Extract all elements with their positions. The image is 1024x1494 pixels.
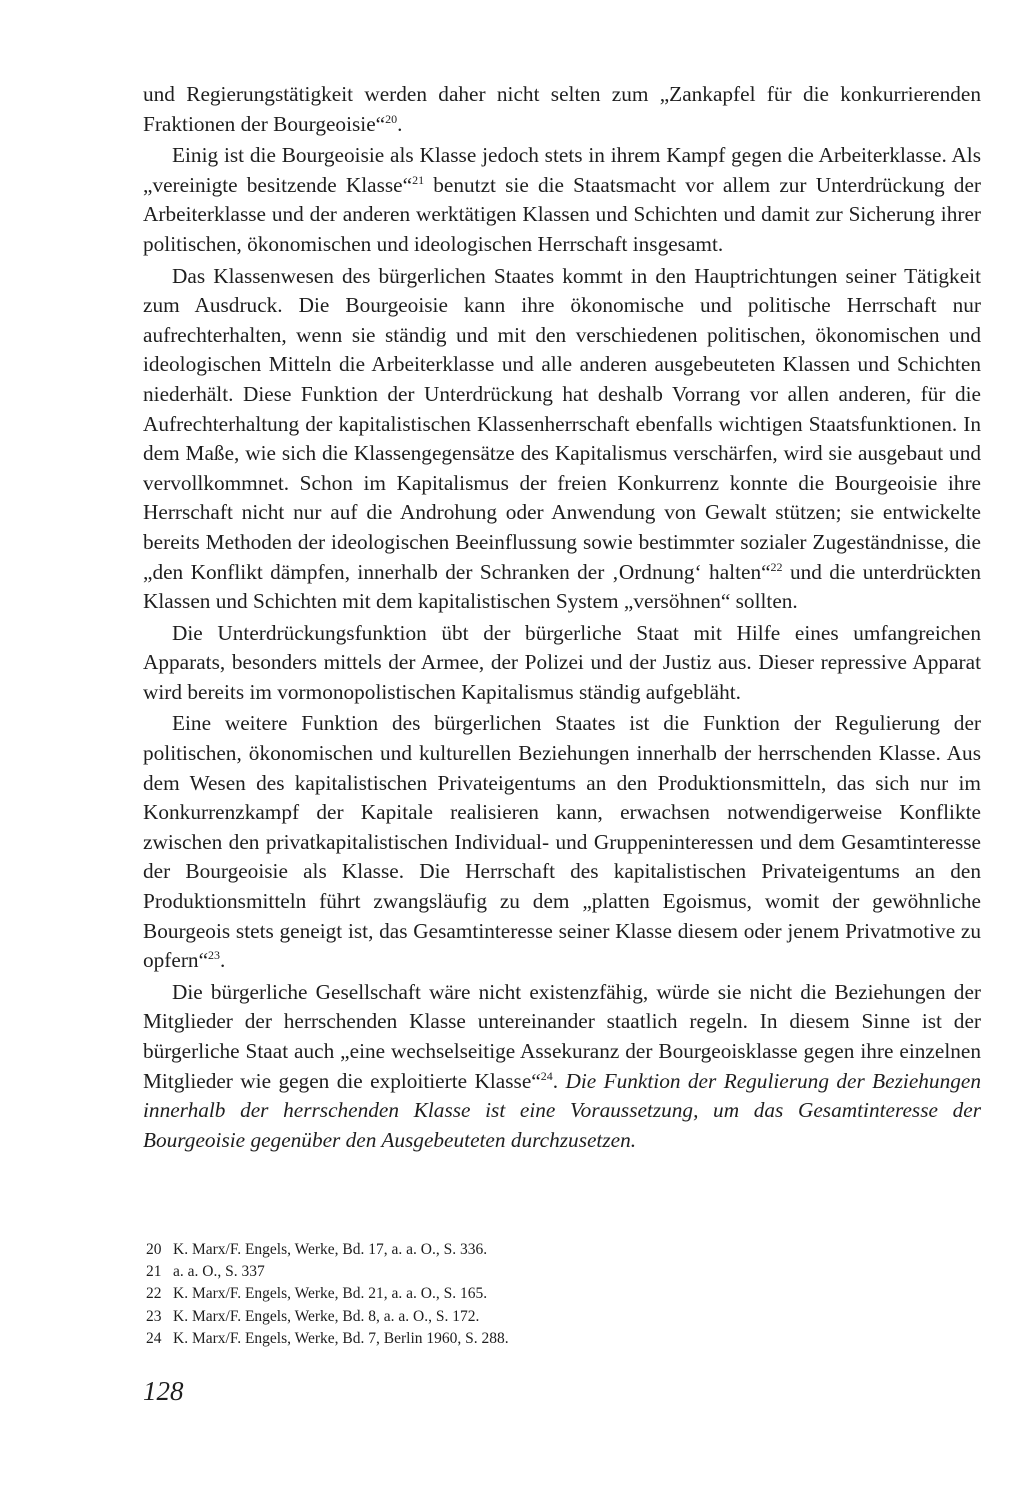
footnote-ref: 24 bbox=[540, 1068, 553, 1083]
footnote-number: 23 bbox=[146, 1307, 162, 1325]
footnote bbox=[146, 1306, 846, 1328]
footnote-text: K. Marx/F. Engels, Werke, Bd. 8, a. a. O., S. 172. bbox=[173, 1307, 480, 1325]
paragraph: und Regierungstätigkeit werden daher nicht selten zum „Zankapfel für die konkurrierenden Fraktionen der Bourgeoisie“$^{20}$. bbox=[143, 82, 981, 136]
footnote-ref: 21 bbox=[412, 172, 425, 187]
paragraph: Eine weitere Funktion des bürgerlichen Staates ist die Funktion der Regulierung der politischen, ökonomischen und kulturellen Beziehungen innerhalb der herrschenden Klasse. Aus dem Wesen des kapitalistischen Privateigentums an den Produktionsmitteln, das sich nur im Konkurrenzkampf der Kapitale realisieren kann, erwachsen notwendigerweise Konflikte zwischen den privatkapitalistischen Individual- und Gruppeninteressen und dem Gesamtinteresse der Bourgeoisie als Klasse. Die Herrschaft des kapitalistischen Privateigentums an den Produktionsmitteln führt zwangsläufig zu dem „platten Egoismus, womit der gewöhnliche Bourgeois stets geneigt ist, das Gesamtinteresse seiner Klasse diesem oder jenem Privatmotive zu opfern“$^{23}$. bbox=[143, 711, 981, 973]
footnote-text: K. Marx/F. Engels, Werke, Bd. 17, a. a. O., S. 336. bbox=[173, 1241, 488, 1258]
footnote-text: K. Marx/F. Engels, Werke, Bd. 21, a. a. O., S. 165. bbox=[173, 1285, 488, 1303]
footnotes bbox=[146, 1239, 846, 1350]
footnote-text: K. Marx/F. Engels, Werke, Bd. 7, Berlin 1960, S. 288. bbox=[173, 1329, 509, 1347]
paragraph: Die bürgerliche Gesellschaft wäre nicht existenzfähig, würde sie nicht die Beziehungen der Mitglieder der herrschenden Klasse untereinander staatlich regeln. In diesem Sinne ist der bürgerliche Staat auch „eine wechselseitige Assekuranz der Bourgeoisklasse gegen ihre einzelnen Mitglieder wie gegen die exploitierte Klasse“$^{24}$. Die Funktion der Regulierung der Beziehungen innerhalb der herrschenden Klasse ist eine Voraussetzung, um das Gesamtinteresse der Bourgeoisie gegenüber den Ausgebeuteten durchzusetzen. bbox=[143, 979, 981, 1152]
footnote bbox=[146, 1261, 846, 1283]
paragraph: Die Unterdrückungsfunktion übt der bürgerliche Staat mit Hilfe eines umfangreichen Apparats, besonders mittels der Armee, der Polizei und der Justiz aus. Dieser repressive Apparat wird bereits im vormonopolistischen Kapitalismus ständig aufgebläht. bbox=[143, 620, 981, 704]
footnote-number: 24 bbox=[146, 1329, 162, 1347]
footnote-ref: 22 bbox=[770, 559, 783, 574]
footnote-number: 21 bbox=[146, 1263, 162, 1281]
footnote-ref: 23 bbox=[208, 948, 221, 963]
footnote-number: 20 bbox=[146, 1241, 162, 1258]
footnote-number: 22 bbox=[146, 1285, 162, 1303]
page-number: 128 bbox=[143, 1376, 184, 1406]
footnote-text: a. a. O., S. 337 bbox=[173, 1263, 265, 1281]
footnote bbox=[146, 1328, 846, 1350]
footnote-ref: 20 bbox=[385, 111, 398, 126]
footnote bbox=[146, 1239, 846, 1261]
body-text bbox=[143, 80, 981, 1157]
paragraph: Einig ist die Bourgeoisie als Klasse jedoch stets in ihrem Kampf gegen die Arbeiterklasse. Als „vereinigte besitzende Klasse“$^{21}$ benutzt sie die Staatsmacht vor allem zur Unterdrückung der Arbeiterklasse und der anderen werktätigen Klassen und Schichten und damit zur Sicherung ihrer politischen, ökonomischen und ideologischen Herrschaft insgesamt. bbox=[143, 143, 981, 256]
emphasized-text: Die Funktion der Regulierung der Beziehungen innerhalb der herrschenden Klasse ist eine Voraussetzung, um das Gesamtinteresse der Bourgeoisie gegenüber den Ausgebeuteten durchzusetzen. bbox=[143, 1068, 981, 1152]
footnote bbox=[146, 1283, 846, 1305]
paragraph: Das Klassenwesen des bürgerlichen Staates kommt in den Hauptrichtungen seiner Tätigkeit zum Ausdruck. Die Bourgeoisie kann ihre ökonomische und politische Herrschaft nur aufrechterhalten, wenn sie ständig und mit den verschiedenen politischen, ökonomischen und ideologischen Mitteln die Arbeiterklasse und alle anderen ausgebeuteten Klassen und Schichten niederhält. Diese Funktion der Unterdrückung hat deshalb Vorrang vor allen anderen, für die Aufrechterhaltung der kapitalistischen Klassenherrschaft ebenfalls wichtigen Staatsfunktionen. In dem Maße, wie sich die Klassengegensätze des Kapitalismus verschärfen, wird sie ausgebaut und vervollkommnet. Schon im Kapitalismus der freien Konkurrenz konnte die Bourgeoisie ihre Herrschaft nicht nur auf die Androhung oder Anwendung von Gewalt stützen; sie entwickelte bereits Methoden der ideologischen Beeinflussung sowie bestimmter sozialer Zugeständnisse, die „den Konflikt dämpfen, innerhalb der Schranken der ‚Ordnung‘ halten“$^{22}$ und die unterdrückten Klassen und Schichten mit dem kapitalistischen System „versöhnen“ sollten. bbox=[143, 263, 981, 614]
